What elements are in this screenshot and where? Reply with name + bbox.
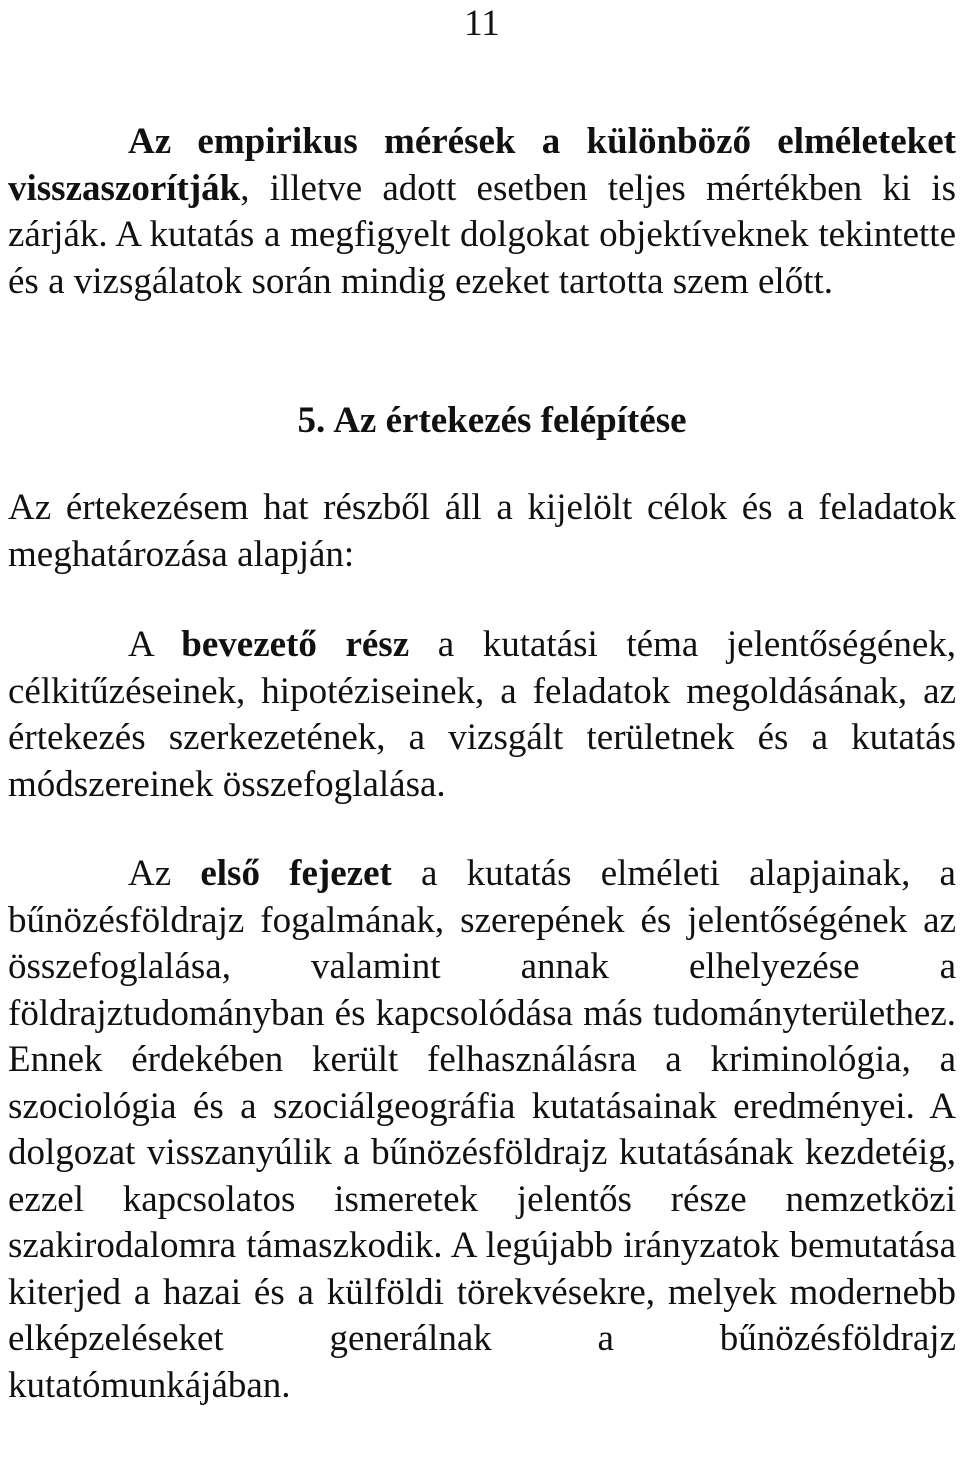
section-heading: [8, 398, 956, 444]
section-number: 5.: [297, 400, 326, 441]
paragraph-bold-term: bevezető rész: [181, 624, 410, 665]
paragraph-bold-lead: Az empirikus mérések a különböző elméleteket visszaszorítják: [8, 121, 956, 209]
paragraph-body-text: , illetve adott esetben teljes mértékben ki is zárják. A kutatás a megfigyelt dolgokat objektíveknek tekintette és a vizsgálatok során mindig ezeket tartotta szem előtt.: [8, 167, 956, 302]
paragraph-body-text: a kutatás elméleti alapjainak, a bűnözésföldrajz fogalmának, szerepének és jelentőségének az összefoglalása, valamint annak elhelyezése a földrajztudományban és kapcsolódása más tudományterülethez. Ennek érdekében került felhasználásra a kriminológia, a szociológia és a szociálgeográfia kutatásainak eredményei. A dolgozat visszanyúlik a bűnözésföldrajz kutatásának kezdetéig, ezzel kapcsolatos ismeretek jelentős része nemzetközi szakirodalomra támaszkodik. A legújabb irányzatok bemutatása kiterjed a hazai és a külföldi törekvésekre, melyek modernebb elképzeléseket generálnak a bűnözésföldrajz kutatómunkájában.: [8, 853, 956, 1406]
paragraph-first-chapter: [8, 851, 956, 1409]
paragraph-lead-word: Az: [128, 853, 201, 894]
paragraph-introduction-part: [8, 622, 956, 808]
paragraph-empirical-measurements: [8, 119, 956, 305]
paragraph-bold-term: első fejezet: [200, 853, 392, 894]
paragraph-lead-word: A: [128, 624, 182, 665]
paragraph-body-text: a kutatási téma jelentőségének, célkitűzéseinek, hipotéziseinek, a feladatok megoldásának, az értekezés szerkezetének, a vizsgált területnek és a kutatás módszereinek összefoglalása.: [8, 624, 956, 805]
paragraph-structure-intro: Az értekezésem hat részből áll a kijelölt célok és a feladatok meghatározása alapján:: [8, 487, 956, 575]
section-title: Az értekezés felépítése: [333, 400, 687, 441]
page-number: 11: [464, 3, 500, 44]
